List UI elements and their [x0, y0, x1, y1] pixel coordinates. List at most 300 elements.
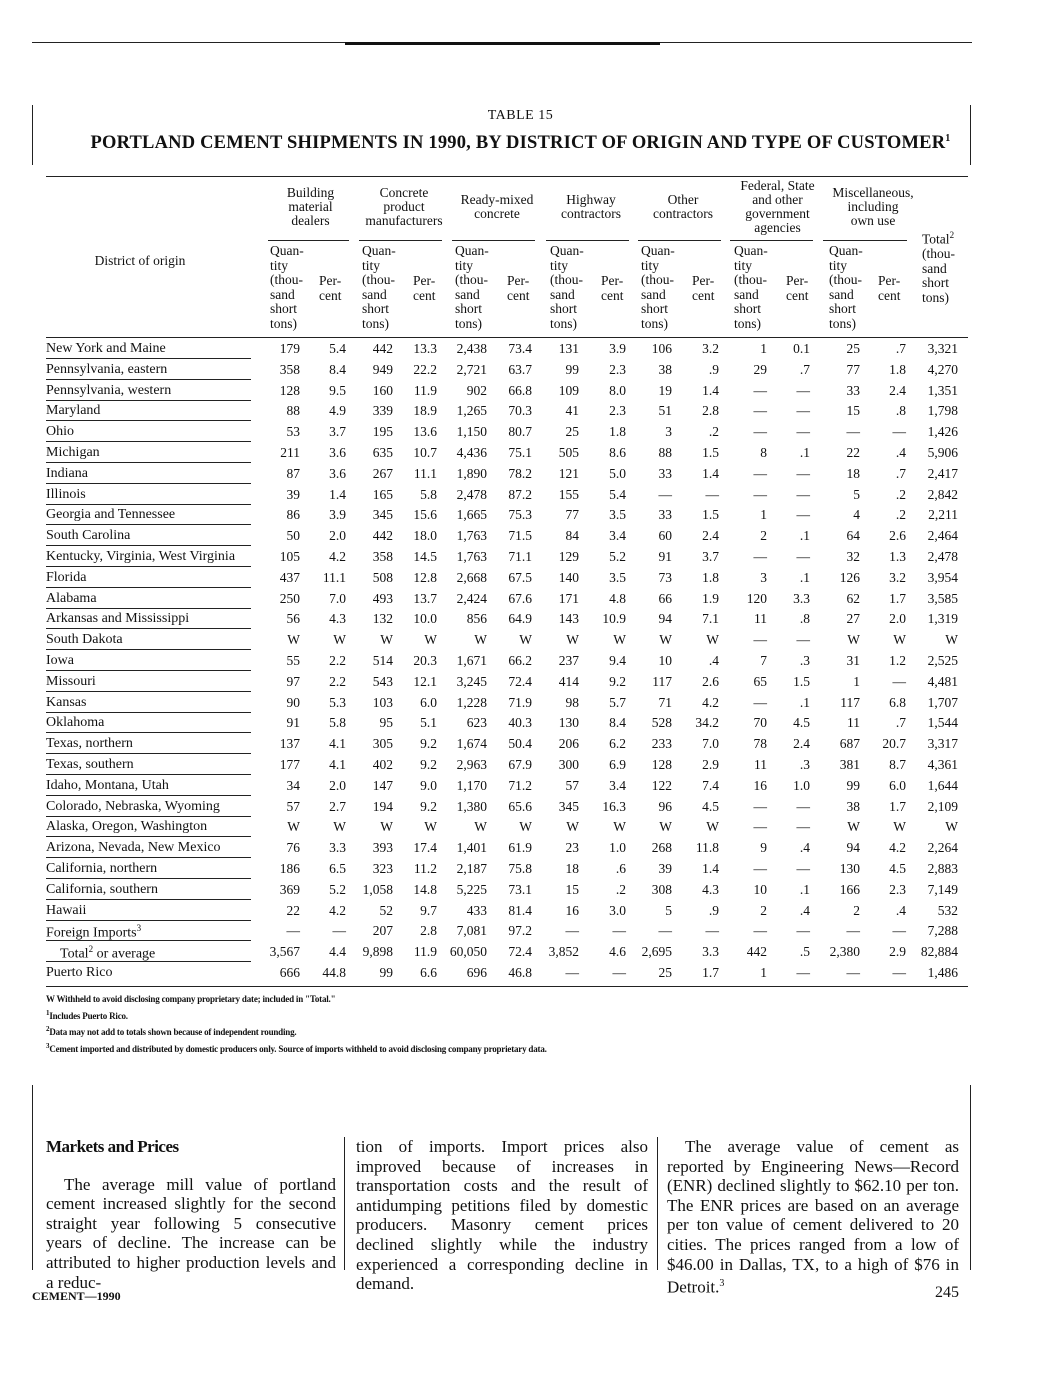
quantity-cell: 2,478 — [456, 486, 487, 502]
percent-cell: 11.1 — [413, 465, 437, 481]
percent-cell: 2.3 — [889, 881, 906, 897]
quantity-cell: 300 — [558, 757, 579, 772]
quantity-header — [270, 244, 304, 332]
quantity-cell: 77 — [565, 507, 579, 523]
frame-right-lower — [970, 1085, 971, 1270]
percent-cell: 3.2 — [702, 341, 719, 356]
quantity-cell: 194 — [372, 798, 393, 814]
paragraph-3 — [667, 1137, 959, 1297]
total-cell: 5,906 — [927, 445, 958, 460]
total-cell: 1,707 — [927, 694, 958, 710]
row-label — [46, 861, 157, 877]
percent-cell: 20.7 — [882, 736, 906, 752]
percent-cell: 2.6 — [889, 528, 906, 544]
footnote — [46, 993, 547, 1007]
percent-cell: W — [424, 632, 437, 648]
percent-cell: W — [519, 819, 532, 835]
percent-cell: 1.0 — [609, 840, 626, 856]
percent-cell: 2.4 — [702, 528, 719, 544]
row-label-text: Georgia and Tennessee — [46, 507, 176, 523]
quantity-cell: 39 — [286, 486, 300, 502]
percent-cell: 4.2 — [329, 902, 346, 918]
percent-cell: 1.9 — [702, 590, 719, 606]
table-title-text: PORTLAND CEMENT SHIPMENTS IN 1990, BY DISTRICT OF ORIGIN AND TYPE OF CUSTOMER — [90, 133, 946, 154]
percent-cell: .9 — [708, 361, 719, 377]
percent-cell: .4 — [895, 445, 906, 460]
quantity-header-line: tons) — [829, 315, 856, 331]
percent-cell: 61.9 — [508, 840, 532, 856]
quantity-cell: 131 — [558, 341, 579, 356]
quantity-header-line: short — [270, 301, 297, 317]
row-label — [46, 383, 171, 399]
paragraph-2: tion of imports. Import prices also improved because of increases in transportation costs and the result of antidumping petitions filed by domestic producers. Masonry cement prices declined slightly while the industry experienced a corresponding decline in demand. — [356, 1137, 648, 1294]
quantity-cell: 55 — [286, 653, 300, 668]
table-row — [46, 381, 968, 402]
quantity-cell: 687 — [839, 736, 860, 752]
quantity-cell: 99 — [565, 361, 579, 377]
percent-cell: 70.3 — [508, 403, 532, 419]
percent-cell: 5.0 — [609, 465, 626, 481]
row-label-text: Oklahoma — [46, 715, 105, 731]
percent-cell: 3.7 — [329, 424, 346, 440]
percent-cell: 10.0 — [413, 611, 437, 627]
quantity-cell: 39 — [658, 861, 672, 876]
percent-cell: 81.4 — [508, 902, 532, 918]
percent-cell: 22.2 — [413, 361, 437, 377]
quantity-cell: 2,187 — [456, 861, 487, 876]
group-header-rule — [268, 240, 349, 241]
percent-cell: — — [892, 673, 906, 689]
total-cell: 3,954 — [927, 569, 958, 585]
total-cell: 1,544 — [927, 715, 958, 731]
quantity-cell: W — [847, 819, 860, 835]
percent-cell: 9.2 — [420, 757, 437, 772]
quantity-cell: 41 — [565, 403, 579, 419]
quantity-cell: 11 — [754, 757, 767, 772]
quantity-cell: 25 — [846, 341, 860, 356]
quantity-cell: 345 — [558, 798, 579, 814]
table-row — [46, 568, 968, 589]
percent-cell: 16.3 — [602, 798, 626, 814]
percent-cell: 0.1 — [793, 341, 810, 356]
quantity-header-line: sand — [829, 286, 854, 302]
percent-cell: — — [796, 424, 810, 440]
percent-cell: 9.7 — [420, 902, 437, 918]
percent-cell: 10.7 — [413, 445, 437, 460]
group-header-line: and other — [752, 192, 803, 207]
percent-cell: .2 — [615, 881, 626, 897]
quantity-cell: 76 — [286, 840, 300, 856]
total-cell: 1,426 — [927, 424, 958, 440]
quantity-header-line: short — [734, 301, 761, 317]
table-row — [46, 797, 968, 818]
row-label-text: Kentucky, Virginia, West Virginia — [46, 549, 236, 564]
row-label-text: Texas, southern — [46, 757, 134, 772]
quantity-cell: 160 — [372, 382, 393, 398]
quantity-cell: 1,763 — [456, 528, 487, 544]
quantity-cell: 51 — [658, 403, 672, 419]
percent-header-line: Per- — [413, 273, 436, 288]
quantity-cell: 369 — [279, 881, 300, 897]
quantity-cell: 393 — [372, 840, 393, 856]
row-label — [46, 549, 235, 565]
row-label — [46, 778, 169, 794]
percent-cell: 78.2 — [508, 465, 532, 481]
row-label — [46, 570, 86, 586]
percent-cell: 64.9 — [508, 611, 532, 627]
percent-cell: W — [424, 819, 437, 835]
percent-cell: 10.9 — [602, 611, 626, 627]
quantity-cell: 8 — [760, 445, 767, 460]
row-label — [46, 674, 96, 690]
quantity-cell: 1,674 — [456, 736, 487, 752]
percent-cell: .4 — [799, 840, 810, 856]
percent-cell: 67.6 — [508, 590, 532, 606]
quantity-cell: 323 — [372, 861, 393, 876]
row-label — [46, 799, 220, 815]
percent-cell: 7.0 — [702, 736, 719, 752]
quantity-cell: — — [286, 923, 300, 939]
quantity-header-line: tity — [455, 257, 474, 273]
percent-cell: 2.3 — [609, 361, 626, 377]
quantity-cell: 117 — [652, 673, 672, 689]
table-row — [46, 776, 968, 797]
percent-cell: 8.7 — [889, 757, 906, 772]
percent-cell: W — [333, 632, 346, 648]
quantity-header-line: short — [455, 301, 482, 317]
percent-cell: 11.9 — [413, 944, 437, 960]
quantity-header-line: Quan- — [270, 243, 304, 258]
percent-cell: 3.9 — [329, 507, 346, 523]
quantity-header — [829, 244, 863, 332]
group-header-line: contractors — [653, 206, 713, 221]
percent-cell: 9.5 — [329, 382, 346, 398]
percent-cell: 2.4 — [889, 382, 906, 398]
quantity-cell: 132 — [372, 611, 393, 627]
total-cell: 1,319 — [927, 611, 958, 627]
row-label — [46, 903, 86, 919]
quantity-cell: 433 — [466, 902, 487, 918]
quantity-header-line: tons) — [734, 315, 761, 331]
percent-cell: 5.2 — [609, 549, 626, 564]
text-column-2 — [356, 1137, 648, 1294]
percent-cell: 66.8 — [508, 382, 532, 398]
row-label-text: Arizona, Nevada, New Mexico — [46, 840, 221, 856]
quantity-cell: 9,898 — [362, 944, 393, 960]
quantity-cell: 57 — [286, 798, 300, 814]
percent-cell: W — [893, 632, 906, 648]
quantity-cell: 10 — [753, 881, 767, 897]
quantity-cell: 78 — [753, 736, 767, 752]
percent-cell: 63.7 — [508, 361, 532, 377]
total-cell: 2,464 — [927, 528, 958, 544]
percent-cell: 3.5 — [609, 507, 626, 523]
row-label-text: California, northern — [46, 861, 158, 876]
quantity-cell: — — [753, 465, 767, 481]
row-label — [46, 695, 86, 711]
percent-cell: 1.0 — [793, 777, 810, 793]
percent-cell: 2.9 — [889, 944, 906, 960]
group-header — [823, 186, 923, 228]
quantity-header — [641, 244, 675, 332]
quantity-cell: 94 — [846, 840, 860, 856]
percent-cell: 15.6 — [413, 507, 437, 523]
quantity-header — [550, 244, 584, 332]
quantity-cell: 543 — [372, 673, 393, 689]
row-label-suffix: or average — [93, 946, 156, 962]
quantity-header-line: Quan- — [455, 243, 489, 258]
percent-cell: 5.8 — [420, 486, 437, 502]
quantity-cell: 305 — [372, 736, 393, 752]
percent-cell: 8.4 — [329, 361, 346, 377]
percent-cell: 4.9 — [329, 403, 346, 419]
quantity-cell: 206 — [558, 736, 579, 752]
percent-cell: 6.9 — [609, 757, 626, 772]
percent-cell: W — [706, 819, 719, 835]
percent-cell: — — [796, 819, 810, 835]
percent-cell: 7.4 — [702, 777, 719, 793]
quantity-cell: 233 — [651, 736, 672, 752]
total-cell: 2,842 — [927, 486, 958, 502]
quantity-cell: 62 — [846, 590, 860, 606]
row-label — [46, 965, 113, 981]
quantity-cell: — — [753, 632, 767, 648]
quantity-cell: 3,567 — [269, 944, 300, 960]
footnote — [46, 1023, 547, 1040]
total-cell: 2,525 — [927, 653, 958, 668]
quantity-header-line: tity — [641, 257, 660, 273]
percent-cell: 9.4 — [609, 653, 626, 668]
total-cell: 4,481 — [927, 673, 958, 689]
group-header-line: Building — [286, 185, 335, 200]
quantity-cell: 25 — [658, 965, 672, 980]
percent-cell: 11.8 — [695, 840, 719, 856]
percent-cell: 7.0 — [329, 590, 346, 606]
quantity-cell: 635 — [372, 445, 393, 460]
quantity-header-line: tity — [734, 257, 753, 273]
percent-header-line: cent — [601, 287, 624, 303]
group-header-line: Ready-mixed — [460, 192, 534, 207]
percent-cell: — — [612, 923, 626, 939]
row-label — [46, 362, 167, 378]
group-header-rule — [638, 240, 721, 241]
quantity-cell: 140 — [558, 569, 579, 585]
total-cell: 1,798 — [927, 403, 958, 419]
percent-cell: 4.8 — [609, 590, 626, 606]
table-row — [46, 859, 968, 880]
percent-cell: 14.5 — [413, 549, 437, 564]
quantity-cell: — — [753, 923, 767, 939]
percent-cell: 87.2 — [508, 486, 532, 502]
percent-cell: 4.4 — [329, 944, 346, 960]
total-cell: 2,883 — [927, 861, 958, 876]
group-header-line: product — [383, 199, 425, 214]
quantity-cell: 5,225 — [456, 881, 487, 897]
total-header-line: tons) — [922, 289, 949, 305]
table-row — [46, 422, 968, 443]
section-heading: Markets and Prices — [46, 1137, 179, 1156]
footnote-text: W Withheld to avoid disclosing company proprietary date; included in "Total." — [46, 994, 336, 1004]
percent-cell: 73.4 — [508, 341, 532, 356]
quantity-cell: 696 — [466, 965, 487, 980]
percent-header — [413, 274, 436, 303]
row-label — [46, 653, 74, 669]
quantity-cell: 98 — [565, 694, 579, 710]
quantity-cell: 2,695 — [641, 944, 672, 960]
footnote — [46, 1007, 547, 1024]
quantity-cell: 949 — [372, 361, 393, 377]
quantity-cell: 10 — [658, 653, 672, 668]
percent-cell: 34.2 — [695, 715, 719, 731]
percent-cell: 6.5 — [329, 861, 346, 876]
percent-cell: 9.2 — [420, 798, 437, 814]
percent-cell: — — [892, 965, 906, 980]
quantity-header-line: Quan- — [550, 243, 584, 258]
percent-cell: — — [612, 965, 626, 980]
table-label: TABLE 15 — [487, 108, 554, 123]
quantity-cell: 1,890 — [456, 465, 487, 481]
total-cell: 1,486 — [927, 965, 958, 980]
quantity-header-line: Quan- — [641, 243, 675, 258]
row-label — [46, 611, 189, 627]
quantity-cell: 381 — [839, 757, 860, 772]
percent-cell: 1.8 — [609, 424, 626, 440]
quantity-cell: 16 — [565, 902, 579, 918]
percent-cell: 1.7 — [702, 965, 719, 980]
quantity-header-line: tity — [550, 257, 569, 273]
percent-cell: 2.0 — [329, 777, 346, 793]
quantity-cell: W — [847, 632, 860, 648]
quantity-cell: 32 — [846, 549, 860, 564]
footnote-sup: 1 — [46, 1008, 50, 1017]
quantity-cell: — — [753, 382, 767, 398]
total-cell: 82,884 — [920, 944, 958, 960]
percent-cell: 1.3 — [889, 549, 906, 564]
quantity-cell: 339 — [372, 403, 393, 419]
quantity-cell: — — [658, 486, 672, 502]
quantity-cell: 128 — [279, 382, 300, 398]
percent-cell: 6.8 — [889, 694, 906, 710]
percent-cell: W — [613, 819, 626, 835]
quantity-cell: 7 — [760, 653, 767, 668]
row-label-text: Alabama — [46, 590, 97, 606]
percent-cell: 66.2 — [508, 653, 532, 668]
percent-cell: 3.9 — [609, 341, 626, 356]
row-label-text: Total — [60, 946, 89, 962]
quantity-cell: 105 — [279, 549, 300, 564]
quantity-cell: 1 — [760, 341, 767, 356]
row-label-text: Hawaii — [46, 902, 87, 918]
table-row — [46, 505, 968, 526]
text-column-3 — [667, 1137, 959, 1297]
percent-cell: — — [796, 923, 810, 939]
percent-cell: .8 — [895, 403, 906, 419]
quantity-header-line: sand — [641, 286, 666, 302]
quantity-cell: 60 — [658, 528, 672, 544]
quantity-cell: 23 — [565, 840, 579, 856]
percent-cell: 3.3 — [702, 944, 719, 960]
row-label — [46, 591, 97, 607]
total-cell: W — [945, 819, 958, 835]
percent-cell: — — [796, 549, 810, 564]
quantity-cell: 70 — [753, 715, 767, 731]
group-header-line: Federal, State — [740, 178, 815, 193]
percent-cell: 46.8 — [508, 965, 532, 980]
quantity-cell: 186 — [279, 861, 300, 876]
percent-cell: 8.0 — [609, 382, 626, 398]
table-row — [46, 942, 968, 963]
row-label — [46, 445, 100, 461]
percent-cell: 1.7 — [889, 798, 906, 814]
quantity-cell: 52 — [379, 902, 393, 918]
quantity-cell: 19 — [658, 382, 672, 398]
row-label — [46, 507, 175, 523]
quantity-cell: — — [753, 861, 767, 876]
quantity-header-line: tity — [270, 257, 289, 273]
total-cell: 2,417 — [927, 465, 958, 481]
table-row — [46, 464, 968, 485]
quantity-cell: 2,668 — [456, 569, 487, 585]
quantity-cell: 90 — [286, 694, 300, 710]
row-label — [46, 341, 166, 357]
percent-header-line: cent — [507, 287, 530, 303]
percent-cell: 2.3 — [609, 403, 626, 419]
quantity-cell: 1,665 — [456, 507, 487, 523]
row-label — [46, 487, 86, 503]
row-label-text: South Dakota — [46, 632, 123, 648]
paragraph-3-text: The average value of cement as reported by Engineering News—Record (ENR) declined slightly to $62.10 per ton. The ENR prices are based on an average per ton value of cement delivered to 20 cities. The prices ranged from a low of $46.00 in Dallas, TX, to a high of $76 in Detroit. — [667, 1137, 959, 1297]
percent-cell: 9.2 — [609, 673, 626, 689]
quantity-header-line: sand — [550, 286, 575, 302]
percent-cell: 3.3 — [329, 840, 346, 856]
quantity-cell: — — [846, 965, 860, 980]
quantity-cell: 53 — [286, 424, 300, 440]
quantity-cell: 87 — [286, 465, 300, 481]
percent-cell: 5.4 — [329, 341, 346, 356]
percent-cell: 4.2 — [889, 840, 906, 856]
paragraph-3-sup: 3 — [719, 1278, 725, 1290]
row-label-text: Alaska, Oregon, Washington — [46, 819, 208, 835]
percent-cell: 12.1 — [413, 673, 437, 689]
percent-cell: .1 — [799, 694, 810, 710]
total-cell: 532 — [937, 902, 958, 918]
percent-cell: 11.2 — [413, 861, 437, 876]
frame-left-lower — [32, 1085, 33, 1270]
quantity-cell: 64 — [846, 528, 860, 544]
quantity-cell: 1,401 — [456, 840, 487, 856]
group-header-line: material — [288, 199, 333, 214]
quantity-cell: 99 — [846, 777, 860, 793]
quantity-cell: 3 — [665, 424, 672, 440]
percent-cell: 14.8 — [413, 881, 437, 897]
table-row — [46, 693, 968, 714]
group-header — [359, 186, 449, 228]
district-header: District of origin — [94, 253, 186, 268]
row-label — [46, 403, 100, 419]
quantity-cell: 442 — [372, 528, 393, 544]
quantity-cell: 11 — [754, 611, 767, 627]
quantity-cell: 121 — [558, 465, 579, 481]
table-row — [46, 339, 968, 360]
quantity-cell: 91 — [286, 715, 300, 731]
quantity-cell: 155 — [558, 486, 579, 502]
percent-cell: .2 — [708, 424, 719, 440]
quantity-header-line: tons) — [550, 315, 577, 331]
table-row — [46, 630, 968, 651]
group-header-line: Other — [667, 192, 699, 207]
percent-cell: 75.8 — [508, 861, 532, 876]
percent-header-line: Per- — [786, 273, 809, 288]
